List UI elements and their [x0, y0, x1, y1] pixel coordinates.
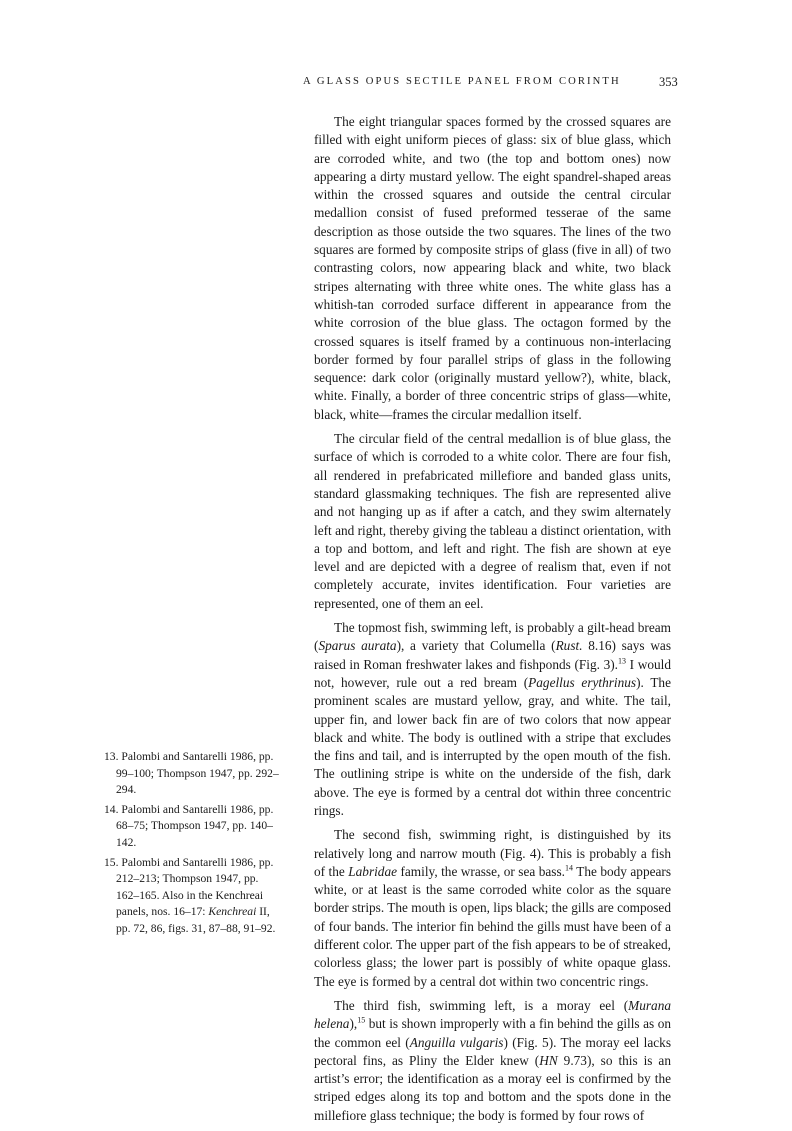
text-run: ) (Fig. 5). The moray eel lacks pectoral fins, as Pliny the Elder knew ( — [314, 1034, 672, 1068]
body-paragraph — [314, 826, 671, 991]
text-run: 13. Palombi and Santarelli 1986, pp. 99–100; Thompson 1947, pp. 292–294. — [104, 750, 279, 797]
italic-text: HN — [539, 1052, 558, 1068]
footnote — [104, 802, 282, 852]
page-number: 353 — [659, 75, 678, 89]
text-run: The circular field of the central medallion is of blue glass, the surface of which is corroded to a white color. There are four fish, all rendered in prefabricated millefiore and banded glass units, standard glassmaking techniques. The fish are represented alive and not hanging up as if after a catch, and they swim alternately left and right, thereby giving the tableau a distinct orientation, with a top and bottom, and left and right. The fish are shown at eye level and are depicted with a degree of realism that, even if not completely accurate, invites identification. Four varieties are represented, one of them an eel. — [314, 431, 671, 611]
body-text-column — [314, 113, 671, 1131]
footnote-reference: 15 — [357, 1015, 366, 1025]
footnotes-column — [104, 749, 282, 941]
text-run: family, the wrasse, or sea bass. — [397, 863, 565, 879]
italic-text: Rust. — [555, 638, 583, 654]
text-run: 8.16) says was raised in Roman freshwater lakes and fishponds (Fig. 3). — [314, 638, 671, 672]
body-paragraph — [314, 997, 671, 1125]
text-run: II, pp. 72, 86, figs. 31, 87–88, 91–92. — [116, 905, 276, 935]
text-run: 15. Palombi and Santarelli 1986, pp. 212–213; Thompson 1947, pp. 162–165. Also in the Kenchreai panels, nos. 16–17: — [104, 855, 274, 919]
body-paragraph — [314, 430, 671, 613]
footnote — [104, 749, 282, 799]
text-run: The third fish, swimming left, is a moray eel ( — [334, 997, 629, 1013]
text-run: ). The prominent scales are mustard yellow, gray, and white. The tail, upper fin, and lower back fin are of two colors that now appear black and white. The body is outlined with a stripe that excludes the fins and tail, and is interrupted by the open mouth of the fish. The outlining stripe is white on the underside of the fish, dark above. The eye is formed by a central dot within three concentric rings. — [314, 674, 671, 818]
text-run: The eight triangular spaces formed by the crossed squares are filled with eight uniform pieces of glass: six of blue glass, which are corroded white, and two (the top and bottom ones) now appearing a dirty mustard yellow. The eight spandrel-shaped areas within the crossed squares and outside the central circular medallion consist of fused preformed tesserae of the same description as those outside the two squares. The lines of the two squares are formed by composite strips of glass (five in all) of two contrasting colors, now appearing black and white, two black stripes alternating with three white ones. The white glass has a whitish-tan corroded surface different in appearance from the white corrosion of the blue glass. The octagon formed by the crossed squares is itself framed by a continuous non-interlacing border formed by four parallel strips of glass in the following sequence: dark color (originally mustard yellow?), white, black, white. Finally, a border of three concentric strips of glass—white, black, white—frames the circular medallion itself. — [314, 114, 671, 422]
text-run: The body appears white, or at least is the same corroded white color as the square border strips. The mouth is open, lips black; the gills are composed of four bands. The interior fin behind the gills must have been of a different color. The upper part of the fish appears to be of streaked, colorless glass; the lower part is possibly of white opaque glass. The eye is formed by a central dot within two concentric rings. — [314, 863, 671, 989]
text-run: The topmost fish, swimming left, is probably a gilt-head bream ( — [314, 620, 671, 654]
italic-text: Murana helena — [314, 997, 671, 1032]
text-run: 9.73), so this is an artist’s error; the identification as a moray eel is confirmed by the striped edges along its top and bottom and the spots done in the millefiore glass technique; the body is formed by four rows of — [314, 1052, 671, 1123]
text-run: ), a variety that Columella ( — [396, 638, 556, 654]
italic-text: Anguilla vulgaris — [409, 1034, 504, 1050]
body-paragraph — [314, 113, 671, 424]
italic-text: Sparus aurata — [318, 638, 397, 654]
text-run: ), — [349, 1016, 358, 1032]
running-head — [0, 76, 792, 92]
italic-text: Labridae — [348, 863, 398, 879]
text-run: 14. Palombi and Santarelli 1986, pp. 68–75; Thompson 1947, pp. 140–142. — [104, 802, 274, 849]
footnote-reference: 14 — [564, 863, 573, 873]
footnote-reference: 13 — [618, 656, 626, 666]
italic-text: Kenchreai — [208, 905, 257, 919]
text-run: I would not, however, rule out a red bream ( — [314, 656, 671, 690]
footnote — [104, 855, 282, 938]
text-run: The second fish, swimming right, is distinguished by its relatively long and narrow mouth (Fig. 4). This is probably a fish of the — [314, 827, 671, 879]
italic-text: Pagellus erythrinus — [528, 674, 637, 690]
text-run: but is shown improperly with a fin behind the gills as on the common eel ( — [314, 1016, 671, 1050]
running-title: A GLASS OPUS SECTILE PANEL FROM CORINTH — [303, 76, 621, 87]
body-paragraph — [314, 619, 671, 820]
